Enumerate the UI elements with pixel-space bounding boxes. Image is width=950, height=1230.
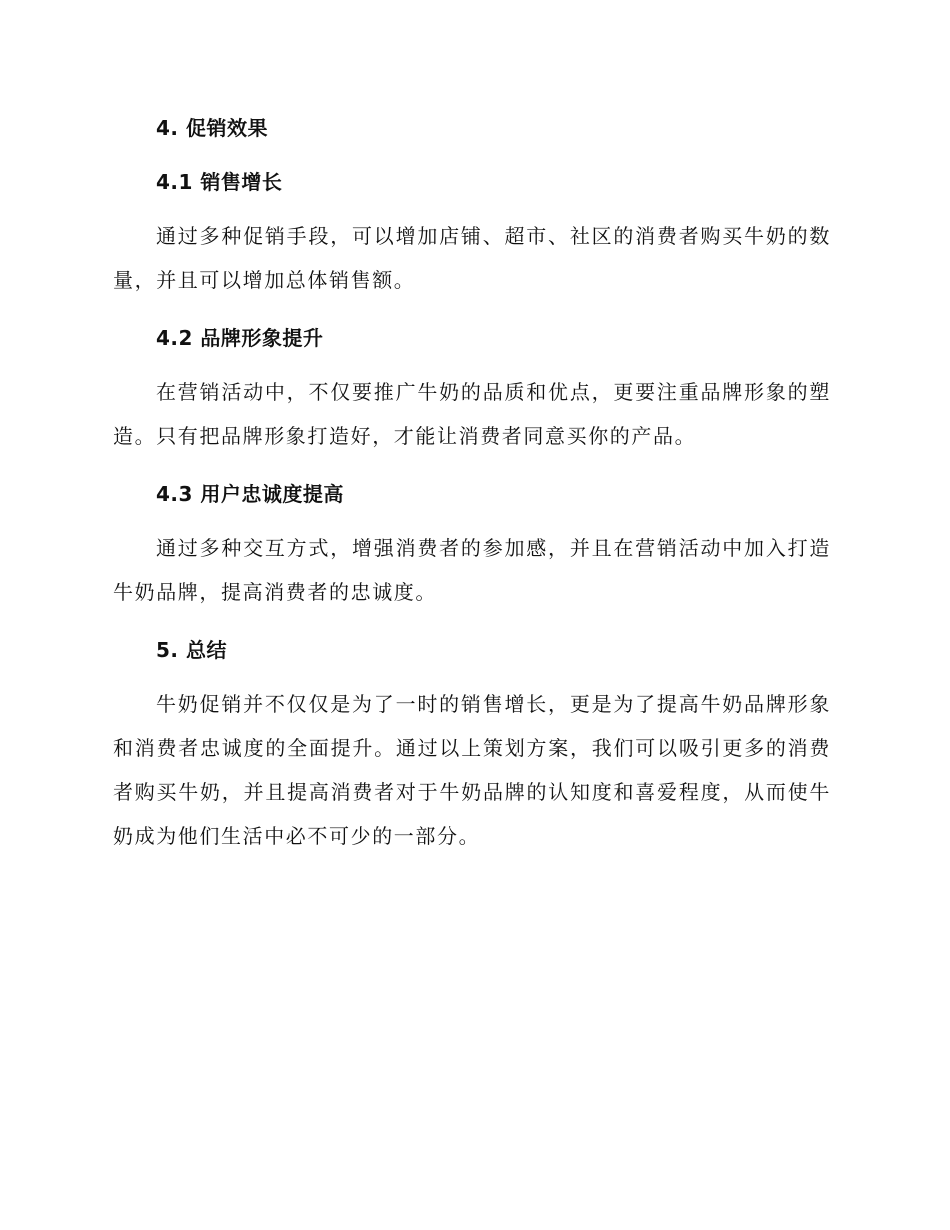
subsection-heading-user-loyalty: 4.3 用户忠诚度提高 <box>156 482 344 506</box>
paragraph-brand-image: 在营销活动中，不仅要推广牛奶的品质和优点，更要注重品牌形象的塑造。只有把品牌形象打造好，才能让消费者同意买你的产品。 <box>113 380 831 448</box>
document-content <box>113 110 831 858</box>
paragraph-sales-growth: 通过多种促销手段，可以增加店铺、超市、社区的消费者购买牛奶的数量，并且可以增加总体销售额。 <box>113 224 831 292</box>
section-heading-summary: 5. 总结 <box>156 638 227 662</box>
subsection-heading-brand-image: 4.2 品牌形象提升 <box>156 326 324 350</box>
subsection-heading-sales-growth: 4.1 销售增长 <box>156 170 283 194</box>
paragraph-summary: 牛奶促销并不仅仅是为了一时的销售增长，更是为了提高牛奶品牌形象和消费者忠诚度的全面提升。通过以上策划方案，我们可以吸引更多的消费者购买牛奶，并且提高消费者对于牛奶品牌的认知度和喜爱程度，从而使牛奶成为他们生活中必不可少的一部分。 <box>113 692 831 848</box>
paragraph-user-loyalty: 通过多种交互方式，增强消费者的参加感，并且在营销活动中加入打造牛奶品牌，提高消费者的忠诚度。 <box>113 536 831 604</box>
section-heading-promotion-effect: 4. 促销效果 <box>156 116 268 140</box>
